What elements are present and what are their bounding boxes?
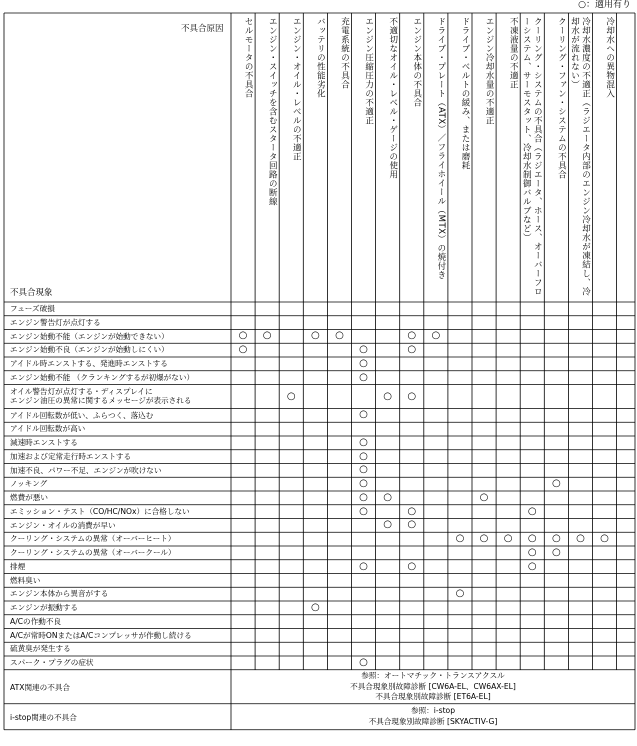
reference-note [231,671,635,703]
symptom-label: エンジン・オイルの消費が早い [10,520,116,530]
applicable-mark: ○ [310,601,320,613]
column-header [472,13,496,300]
column-header [544,13,568,300]
reference-line: 参照：オートマチック・トランスアクスル [361,671,505,680]
applicable-mark: ○ [359,656,368,668]
applicable-mark: ○ [407,519,417,531]
column-header [279,13,303,300]
column-header-label: エンジン・オイル・レベルの不適正 [291,17,302,161]
span-row-label: i-stop関連の不具合 [10,712,77,722]
legend: ○：適用有り [578,0,631,10]
column-header [424,13,448,300]
applicable-mark: ○ [383,390,392,402]
column-header [303,13,327,300]
applicable-mark: ○ [407,560,417,572]
column-header [448,13,472,300]
applicable-mark: ○ [576,533,585,545]
column-header-label: 不凍液量の不適正 [508,17,519,89]
applicable-mark: ○ [527,533,537,545]
symptom-label: 燃費が悪い [10,493,48,502]
applicable-mark: ○ [407,344,417,356]
column-header-label: 冷却水への異物混入 [604,17,615,98]
column-header-label: エンジン圧縮圧力の不適正 [363,17,374,125]
applicable-mark: ○ [383,491,392,503]
span-row-label: ATX関連の不具合 [10,682,71,692]
applicable-mark: ○ [527,505,537,517]
applicable-mark: ○ [335,330,344,342]
reference-line: 不具合現象別故障診断 [ET6A-EL] [375,692,491,701]
applicable-mark: ○ [359,371,368,383]
symptom-label: エンジンが振動する [10,603,78,612]
reference-line: 参照：i-stop [410,706,456,716]
column-header-label: エンジン本体の不具合 [411,17,422,107]
symptom-label: アイドル回転数が低い、ふらつく、落込む [10,410,154,420]
applicable-mark: ○ [527,560,537,572]
column-header [568,13,592,300]
applicable-mark: ○ [383,519,392,531]
column-header-label: セルモータの不具合 [243,17,254,98]
applicable-mark: ○ [359,357,368,369]
applicable-mark: ○ [479,533,489,545]
column-header-label: バッテリの性能劣化 [315,17,326,98]
symptom-label: エミッション・テスト（CO/HC/NOx）に合格しない [10,506,190,516]
column-header [376,13,400,300]
applicable-mark: ○ [359,464,368,476]
symptom-label: フューズ破損 [10,304,55,313]
reference-note [231,706,635,727]
column-header-label: 冷却水濃度の不適正（ラジエータ内部のエンジン冷却水が凍結し、冷却水が流れない） [569,17,591,296]
applicable-mark: ○ [359,344,368,356]
symptom-label: アイドル回転数が高い [10,424,86,434]
symptom-label: エンジン始動不能（エンジンが始動できない） [10,331,169,341]
applicable-mark: ○ [600,533,609,545]
symptom-header: 不具合現象 [10,288,53,298]
applicable-mark: ○ [238,330,248,342]
applicable-mark: ○ [551,546,561,558]
symptom-label: 減速時エンストする [10,438,78,447]
applicable-mark: ○ [359,409,368,421]
symptom-label: 燃料臭い [10,575,41,585]
applicable-mark: ○ [503,533,513,545]
column-header [327,13,351,300]
symptom-label: スパーク・プラグの症状 [10,658,94,667]
applicable-mark: ○ [407,505,417,517]
column-header [352,13,376,300]
applicable-mark: ○ [407,390,417,402]
applicable-mark: ○ [262,330,272,342]
column-header-label: エンジン冷却水量の不適正 [484,17,495,125]
symptom-label: クーリング・システムの異常（オーバークール） [10,548,176,557]
column-header-label: 充電系統の不具合 [339,17,350,89]
applicable-mark: ○ [310,330,320,342]
applicable-mark: ○ [551,478,561,490]
applicable-mark: ○ [359,436,368,448]
column-header-label: エンジン・スイッチを含むスタータ回路の断線 [267,17,278,206]
column-header-label: クーリング・ファン・システムの不具合 [556,17,567,179]
symptom-label: 加速および定常走行時エンストする [10,451,132,461]
symptom-label: A/Cが常時ONまたはA/Cコンプレッサが作動し続ける [10,630,192,640]
symptom-label: 加速不良、パワー不足、エンジンが吹けない [10,465,162,475]
symptom-label: エンジン始動不良（エンジンが始動しにくい） [10,345,169,355]
applicable-mark: ○ [286,390,296,402]
cause-header: 不具合原因 [181,24,224,34]
applicable-mark: ○ [431,330,441,342]
column-header-label: クーリング・システムの不具合（ラジエータ、ホース、オーバーフローシステム、サーモスタット、冷却水制御バルブなど） [521,17,543,296]
symptom-label: エンジン警告灯が点灯する [10,317,101,327]
column-header [255,13,279,300]
applicable-mark: ○ [359,491,368,503]
symptom-label: ノッキング [10,479,48,489]
column-header-label: ドライブ・プレート（ATX）／フライホイール（MTX）の焼付き [435,17,446,280]
applicable-mark: ○ [359,505,368,517]
applicable-mark: ○ [238,344,248,356]
applicable-mark: ○ [359,478,368,490]
applicable-mark: ○ [527,546,537,558]
column-header [593,13,617,300]
column-header [231,13,255,300]
applicable-mark: ○ [479,491,489,503]
symptom-label: 硫黄臭が発生する [10,644,71,654]
symptom-label: エンジン始動不能 （クランキングするが初爆がない） [10,372,195,382]
applicable-mark: ○ [551,533,561,545]
symptom-label: A/Cの作動不良 [10,616,62,626]
column-header [520,13,544,300]
symptom-label: 排煙 [10,561,26,571]
column-header [496,13,520,300]
symptom-label: オイル警告灯が点灯する・ディスプレイに エンジン油圧の異常に関するメッセージが表示される [10,386,192,405]
column-header-label: ドライブ・ベルトの緩み、または磨耗 [459,17,470,170]
reference-line: 不具合現象別故障診断 [CW6A-EL、CW6AX-EL] [350,681,516,691]
applicable-mark: ○ [407,330,417,342]
symptom-label: アイドル時エンストする、発進時エンストする [10,359,168,368]
column-header-label: 不適切なオイル・レベル・ゲージの使用 [387,17,398,179]
column-header [400,13,424,300]
applicable-mark: ○ [455,533,465,545]
symptom-label: エンジン本体から異音がする [10,589,109,599]
symptom-label: クーリング・システムの異常（オーバーヒート） [10,534,176,544]
applicable-mark: ○ [359,450,368,462]
reference-line: 不具合現象別故障診断 [SKYACTIV-G] [368,716,498,726]
applicable-mark: ○ [455,588,465,600]
applicable-mark: ○ [359,560,368,572]
